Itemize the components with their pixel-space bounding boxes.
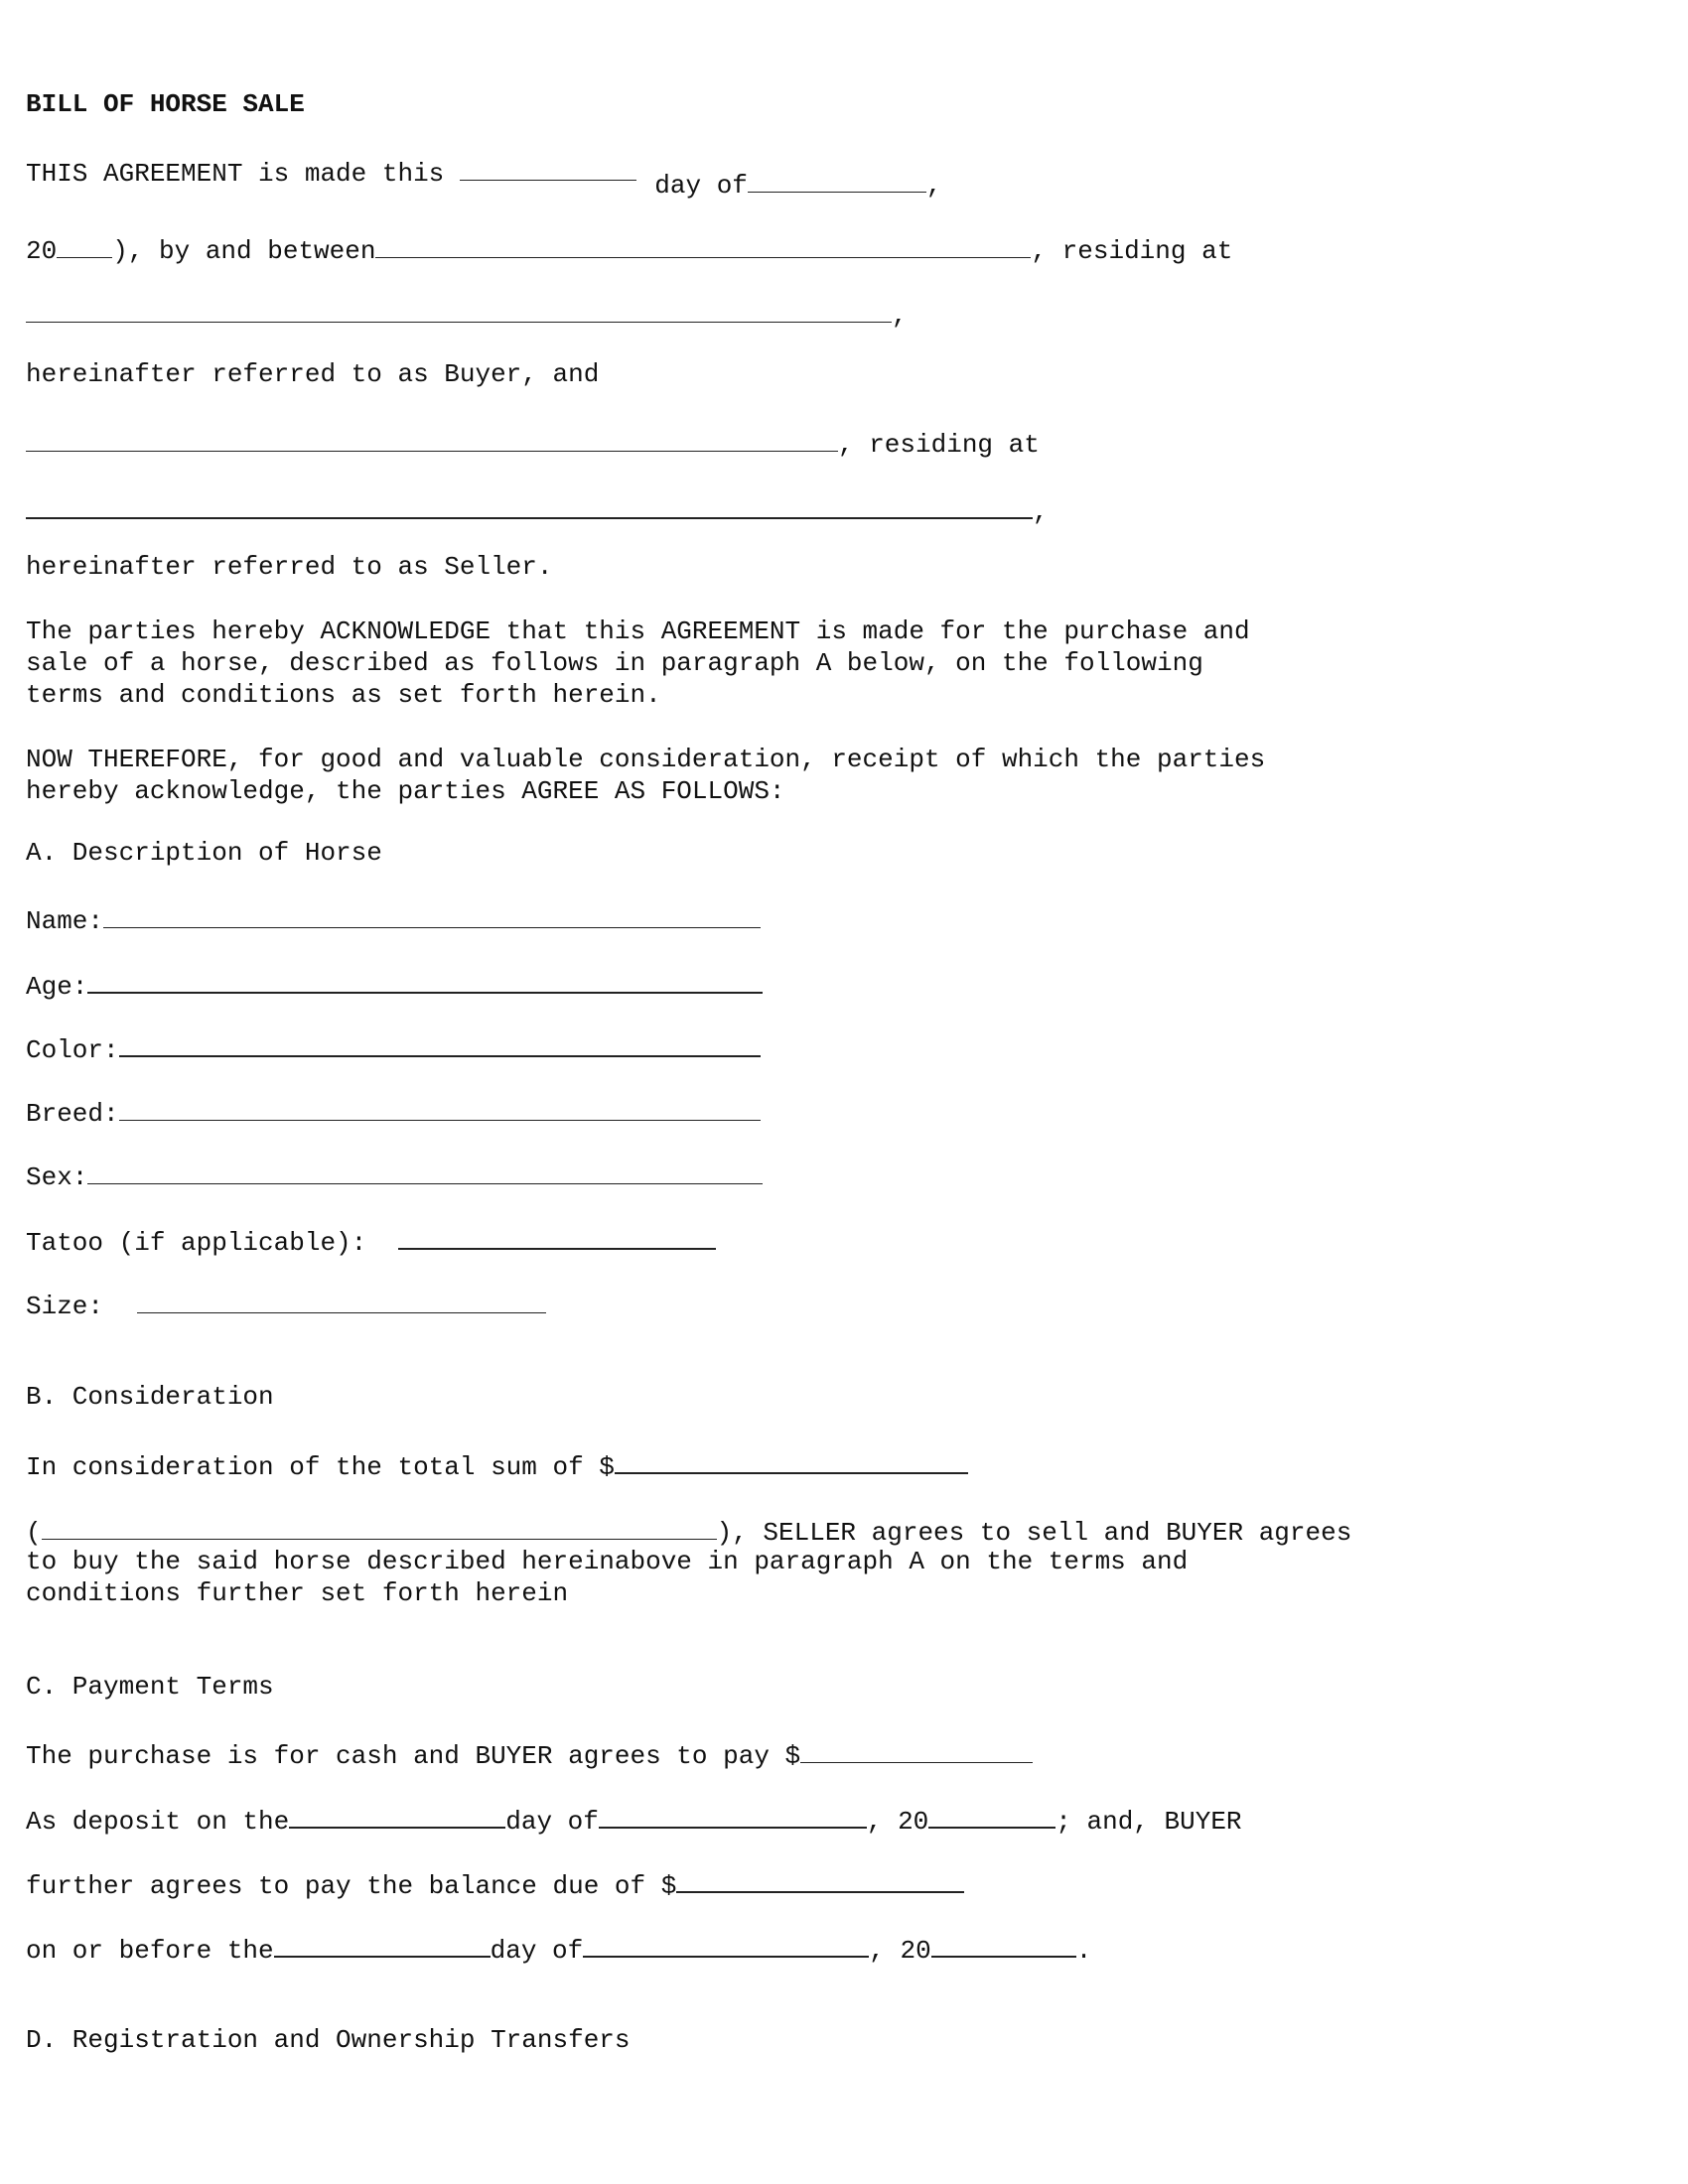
horse-tatoo-field[interactable]: [398, 1222, 716, 1250]
age-label: Age:: [26, 972, 88, 1002]
horse-breed-field[interactable]: [119, 1094, 761, 1121]
balance-field[interactable]: [676, 1865, 964, 1893]
comma-text: ,: [892, 301, 908, 331]
period-text: .: [1075, 1936, 1092, 1966]
cash-payment-field[interactable]: [800, 1736, 1033, 1763]
seller-name-field[interactable]: [26, 425, 838, 452]
total-sum-text: In consideration of the total sum of $: [26, 1452, 615, 1482]
horse-tatoo-row: [26, 1222, 716, 1258]
name-label: Name:: [26, 906, 104, 936]
seller-name-line: [26, 425, 1040, 460]
comma-20-text: , 20: [869, 1936, 931, 1966]
agreement-date-line: [26, 154, 942, 201]
balance-row: [26, 1865, 964, 1901]
open-paren-text: (: [26, 1518, 42, 1548]
now-therefore-paragraph: NOW THEREFORE, for good and valuable consideration, receipt of which the parties hereby acknowledge, the parties AGREE AS FOLLOWS:: [26, 745, 1266, 806]
sum-in-words-field[interactable]: [42, 1513, 717, 1540]
before-date-row: [26, 1930, 1091, 1966]
cash-payment-row: [26, 1736, 1033, 1771]
horse-name-row: [26, 901, 761, 936]
deposit-suffix-text: ; and, BUYER: [1055, 1807, 1242, 1837]
breed-label: Breed:: [26, 1099, 119, 1129]
deposit-month-field[interactable]: [599, 1801, 867, 1829]
section-d-heading: D. Registration and Ownership Transfers: [26, 2025, 631, 2055]
sum-in-words-row: [26, 1513, 1351, 1548]
horse-age-field[interactable]: [87, 966, 763, 994]
horse-size-row: [26, 1287, 546, 1321]
before-prefix-text: on or before the: [26, 1936, 274, 1966]
deposit-day-field[interactable]: [289, 1801, 505, 1829]
tatoo-label: Tatoo (if applicable):: [26, 1228, 367, 1258]
buyer-reference-text: hereinafter referred to as Buyer, and: [26, 359, 600, 389]
horse-color-field[interactable]: [119, 1029, 761, 1057]
deposit-prefix-text: As deposit on the: [26, 1807, 290, 1837]
deposit-row: [26, 1801, 1242, 1837]
by-and-between-text: ), by and between: [112, 236, 376, 266]
seller-reference-text: hereinafter referred to as Seller.: [26, 552, 553, 582]
buyer-address-field[interactable]: [26, 296, 892, 323]
agreement-text: THIS AGREEMENT is made this: [26, 159, 445, 189]
agreement-year-field[interactable]: [57, 231, 112, 258]
section-c-heading: C. Payment Terms: [26, 1672, 274, 1702]
document-title: BILL OF HORSE SALE: [26, 89, 305, 119]
year-prefix: 20: [26, 236, 58, 266]
horse-age-row: [26, 966, 763, 1002]
cash-payment-text: The purchase is for cash and BUYER agrees to pay $: [26, 1741, 801, 1771]
seller-address-line: [26, 491, 1049, 527]
residing-at-text: , residing at: [1031, 236, 1233, 266]
seller-address-field[interactable]: [26, 491, 1033, 519]
section-b-heading: B. Consideration: [26, 1382, 274, 1412]
seller-agrees-text: ), SELLER agrees to sell and BUYER agrees: [716, 1518, 1352, 1548]
parties-line: [26, 231, 1232, 266]
section-a-heading: A. Description of Horse: [26, 838, 382, 868]
day-of-label: day of: [505, 1807, 599, 1837]
horse-breed-row: [26, 1094, 761, 1129]
deposit-year-field[interactable]: [928, 1801, 1055, 1829]
comma-text: ,: [1033, 497, 1049, 527]
horse-name-field[interactable]: [103, 901, 761, 928]
residing-at-text: , residing at: [838, 430, 1040, 460]
horse-color-row: [26, 1029, 761, 1065]
size-label: Size:: [26, 1292, 104, 1321]
buyer-address-line: [26, 296, 908, 331]
agreement-month-field[interactable]: [748, 166, 926, 193]
before-month-field[interactable]: [583, 1930, 869, 1958]
consideration-paragraph: to buy the said horse described hereinabove in paragraph A on the terms and conditions further set forth herein: [26, 1547, 1189, 1608]
buyer-name-field[interactable]: [375, 231, 1031, 258]
total-sum-field[interactable]: [615, 1446, 968, 1474]
day-of-label: day of: [654, 171, 748, 201]
color-label: Color:: [26, 1035, 119, 1065]
agreement-day-field[interactable]: [460, 154, 636, 181]
sex-label: Sex:: [26, 1162, 88, 1192]
comma-text: ,: [925, 171, 942, 201]
day-of-label: day of: [490, 1936, 584, 1966]
total-sum-row: [26, 1446, 968, 1482]
before-year-field[interactable]: [931, 1930, 1076, 1958]
comma-20-text: , 20: [866, 1807, 929, 1837]
acknowledge-paragraph: The parties hereby ACKNOWLEDGE that this AGREEMENT is made for the purchase and sale of a horse, described as follows in paragraph A below, on the following terms and conditions as set forth herein.: [26, 616, 1250, 710]
horse-size-field[interactable]: [137, 1287, 546, 1313]
before-day-field[interactable]: [274, 1930, 491, 1958]
balance-text: further agrees to pay the balance due of $: [26, 1871, 677, 1901]
horse-sex-field[interactable]: [87, 1158, 763, 1184]
horse-sex-row: [26, 1158, 763, 1192]
